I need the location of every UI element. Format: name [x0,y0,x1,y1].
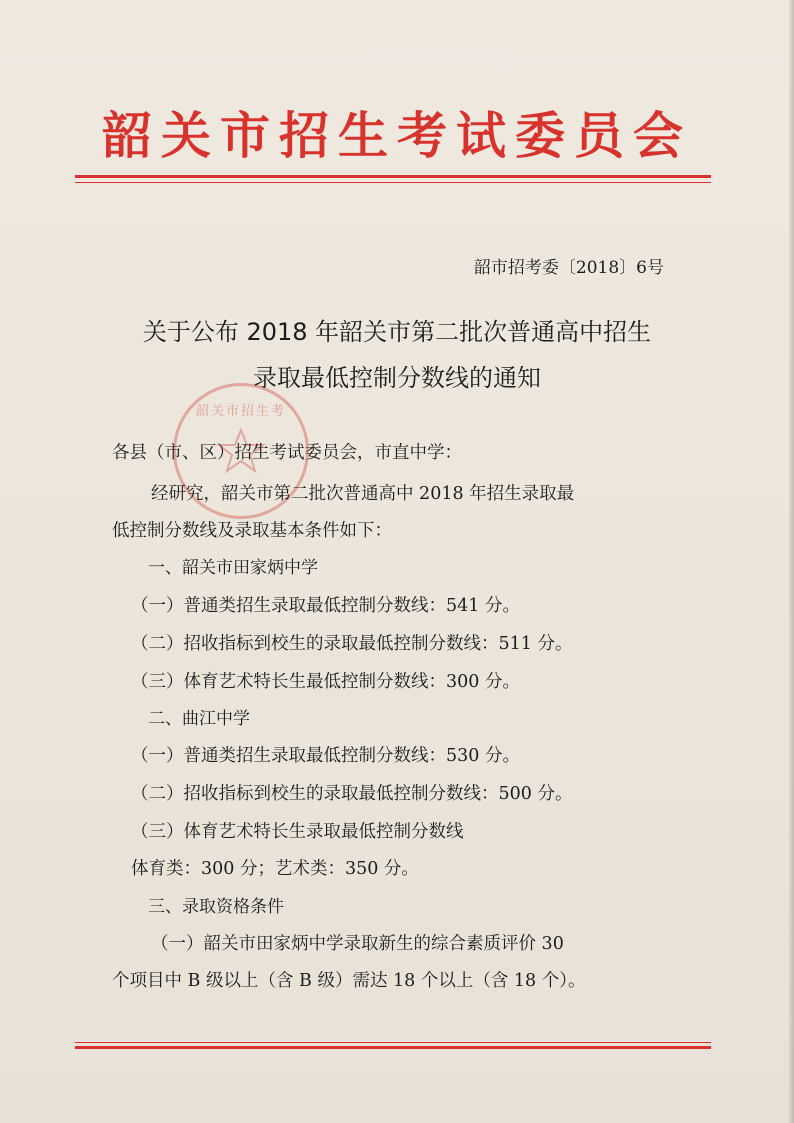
section-3-heading: 三、录取资格条件 [148,897,284,917]
section-1-item-1: （一）普通类招生录取最低控制分数线：541 分。 [131,596,520,616]
section-2-heading: 二、曲江中学 [148,709,250,729]
footer-rule-thick [75,1046,711,1049]
section-2-item-2: （二）招收指标到校生的录取最低控制分数线：500 分。 [131,784,573,804]
footer-rule-thin [75,1042,711,1043]
salutation: 各县（市、区）招生考试委员会，市直中学： [112,443,462,463]
letterhead-title: 韶关市招生考试委员会 [102,106,692,165]
section-3-item-1-line-1: （一）韶关市田家炳中学录取新生的综合素质评价 30 [151,934,564,954]
letterhead-rule-thick [75,175,711,178]
section-2-item-3: （三）体育艺术特长生录取最低控制分数线 [131,822,464,842]
section-2-item-1: （一）普通类招生录取最低控制分数线：530 分。 [131,746,520,766]
intro-line-1: 经研究，韶关市第二批次普通高中 2018 年招生录取最 [151,484,575,504]
section-1-item-3: （三）体育艺术特长生最低控制分数线：300 分。 [131,672,520,692]
intro-line-2: 低控制分数线及录取基本条件如下： [112,521,392,541]
section-1-heading: 一、韶关市田家炳中学 [148,558,318,578]
section-2-item-3-detail: 体育类：300 分；艺术类：350 分。 [131,859,419,879]
document-title-line-1: 关于公布 2018 年韶关市第二批次普通高中招生 [142,318,652,346]
letterhead-rule-thin [75,182,711,183]
page-edge-shadow [788,0,794,1123]
document-title-line-2: 录取最低控制分数线的通知 [253,364,541,392]
section-3-item-1-line-2: 个项目中 B 级以上（含 B 级）需达 18 个以上（含 18 个）。 [112,971,586,991]
document-number: 韶市招考委〔2018〕6号 [473,258,664,278]
official-seal-text: 韶关市招生考 [195,404,286,419]
section-1-item-2: （二）招收指标到校生的录取最低控制分数线：511 分。 [131,634,573,654]
